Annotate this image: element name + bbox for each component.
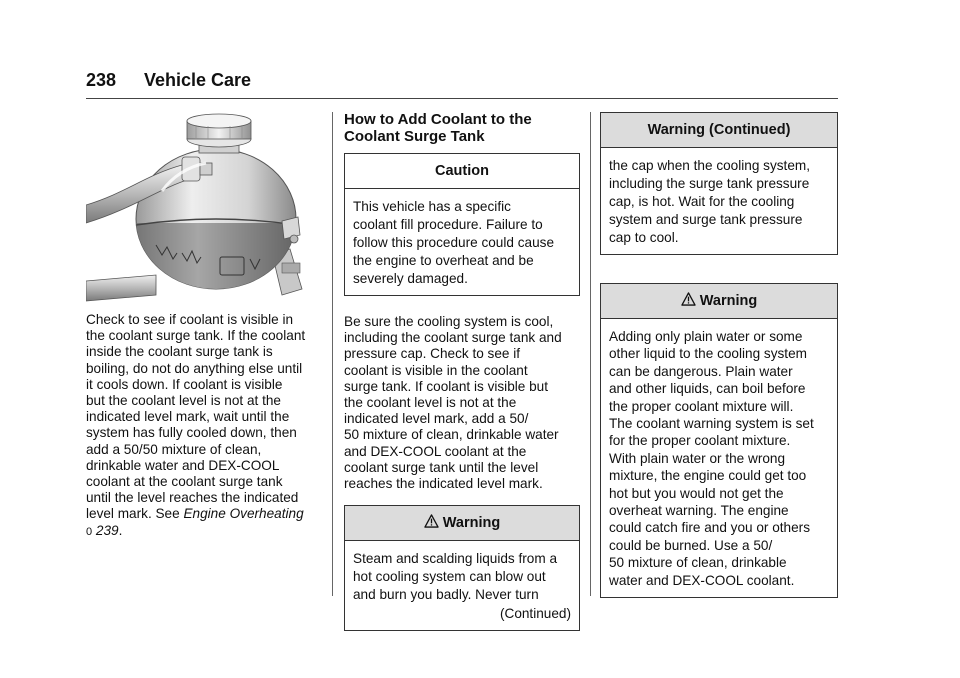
text-line: Steam and scalding liquids from a [353, 551, 558, 567]
text-line: the coolant level is not at the [344, 395, 517, 411]
text-fragment: level mark. See [86, 506, 184, 522]
heading-line: How to Add Coolant to the [344, 111, 532, 128]
text-line: cap to cool. [609, 230, 679, 245]
text-line: the coolant surge tank. If the coolant [86, 328, 306, 344]
warning-box [344, 505, 580, 631]
text-line: Adding only plain water or some [609, 329, 803, 344]
text-line: coolant fill procedure. Failure to [353, 217, 543, 232]
text-line: 50 mixture of clean, drinkable [609, 555, 787, 571]
text-line: coolant surge tank until the level [344, 459, 539, 475]
middle-body-text [344, 314, 580, 492]
text-line: and DEX-COOL coolant at the [344, 443, 527, 459]
text-line: until the level reaches the indicated [86, 490, 299, 506]
warning-continued-body [601, 148, 837, 254]
text-line: This vehicle has a specific [353, 199, 511, 214]
text-line: including the surge tank pressure [609, 176, 810, 191]
text-line: water and DEX-COOL coolant. [609, 572, 795, 588]
text-line: reaches the indicated level mark. [344, 476, 543, 492]
column-divider-left [332, 112, 333, 596]
page-reference-link[interactable]: 239 [95, 522, 119, 538]
text-line: follow this procedure could cause [353, 235, 554, 250]
text-line: Be sure the cooling system is cool, [344, 314, 554, 329]
text-line: coolant is visible in the coolant [344, 362, 528, 378]
text-line: add a 50/50 mixture of clean, [86, 441, 262, 457]
warning-triangle-icon [681, 292, 696, 306]
text-line: the engine to overheat and be [353, 253, 534, 268]
warning-body [345, 541, 579, 630]
text-line: could catch fire and you or others [609, 520, 810, 536]
column-divider-right [590, 112, 591, 596]
text-line: system and surge tank pressure [609, 212, 803, 227]
text-line: surge tank. If coolant is visible but [344, 378, 549, 394]
text-line: drinkable water and DEX-COOL [86, 457, 280, 473]
text-line [86, 523, 322, 540]
continued-label: (Continued) [499, 606, 571, 622]
warning-header [345, 506, 579, 541]
text-line [86, 506, 322, 522]
text-line: mixture, the engine could get too [609, 468, 807, 484]
text-line: Check to see if coolant is visible in [86, 312, 294, 327]
text-line: including the coolant surge tank and [344, 330, 562, 346]
page-reference-icon: 0 [86, 525, 93, 538]
header-rule [86, 98, 838, 99]
text-line: system has fully cooled down, then [86, 425, 297, 441]
section-title: Vehicle Care [144, 70, 252, 90]
right-column [600, 112, 838, 598]
caution-box [344, 153, 580, 296]
text-line: indicated level mark, add a 50/ [344, 411, 529, 427]
warning-box-2 [600, 283, 838, 598]
text-line: for the proper coolant mixture. [609, 433, 791, 449]
heading-line: Coolant Surge Tank [344, 128, 485, 145]
coolant-surge-tank-illustration [86, 113, 320, 303]
text-line: the proper coolant mixture will. [609, 398, 794, 414]
warning-continued-title: Warning (Continued) [601, 113, 837, 148]
text-line: indicated level mark, wait until the [86, 409, 290, 425]
text-line: overheat warning. The engine [609, 503, 789, 519]
text-line: hot cooling system can blow out [353, 569, 546, 585]
text-line: pressure cap. Check to see if [344, 346, 521, 362]
warning-continued-box [600, 112, 838, 255]
text-line: and other liquids, can boil before [609, 381, 806, 397]
middle-column [344, 111, 580, 631]
text-line: 50 mixture of clean, drinkable water [344, 427, 559, 443]
warning-title: Warning [442, 515, 501, 532]
engine-overheating-link[interactable]: Engine Overheating [183, 506, 304, 522]
text-line: it cools down. If coolant is visible [86, 376, 283, 392]
text-line: cap, is hot. Wait for the cooling [609, 194, 795, 209]
warning-header-2 [601, 284, 837, 319]
text-line: With plain water or the wrong [609, 450, 786, 466]
caution-body [345, 189, 579, 295]
warning-title-2: Warning [699, 293, 758, 309]
left-column-text [86, 312, 322, 540]
text-line: but the coolant level is not at the [86, 393, 281, 409]
text-line: could be burned. Use a 50/ [609, 537, 773, 553]
text-line: The coolant warning system is set [609, 416, 814, 432]
text-line: other liquid to the cooling system [609, 346, 807, 362]
text-line: coolant at the coolant surge tank [86, 474, 283, 490]
text-fragment: . [118, 522, 123, 538]
text-line: the cap when the cooling system, [609, 158, 810, 173]
page-number: 238 [86, 70, 117, 90]
text-line: boiling, do not do anything else until [86, 360, 303, 376]
text-line: severely damaged. [353, 271, 468, 286]
text-line: can be dangerous. Plain water [609, 363, 793, 379]
section-heading [344, 111, 580, 145]
warning-body-2 [601, 319, 837, 597]
text-line: and burn you badly. Never turn [353, 587, 539, 603]
text-line: hot but you would not get the [609, 485, 784, 501]
caution-title: Caution [345, 154, 579, 189]
warning-triangle-icon [424, 514, 439, 528]
text-line: inside the coolant surge tank is [86, 344, 273, 360]
